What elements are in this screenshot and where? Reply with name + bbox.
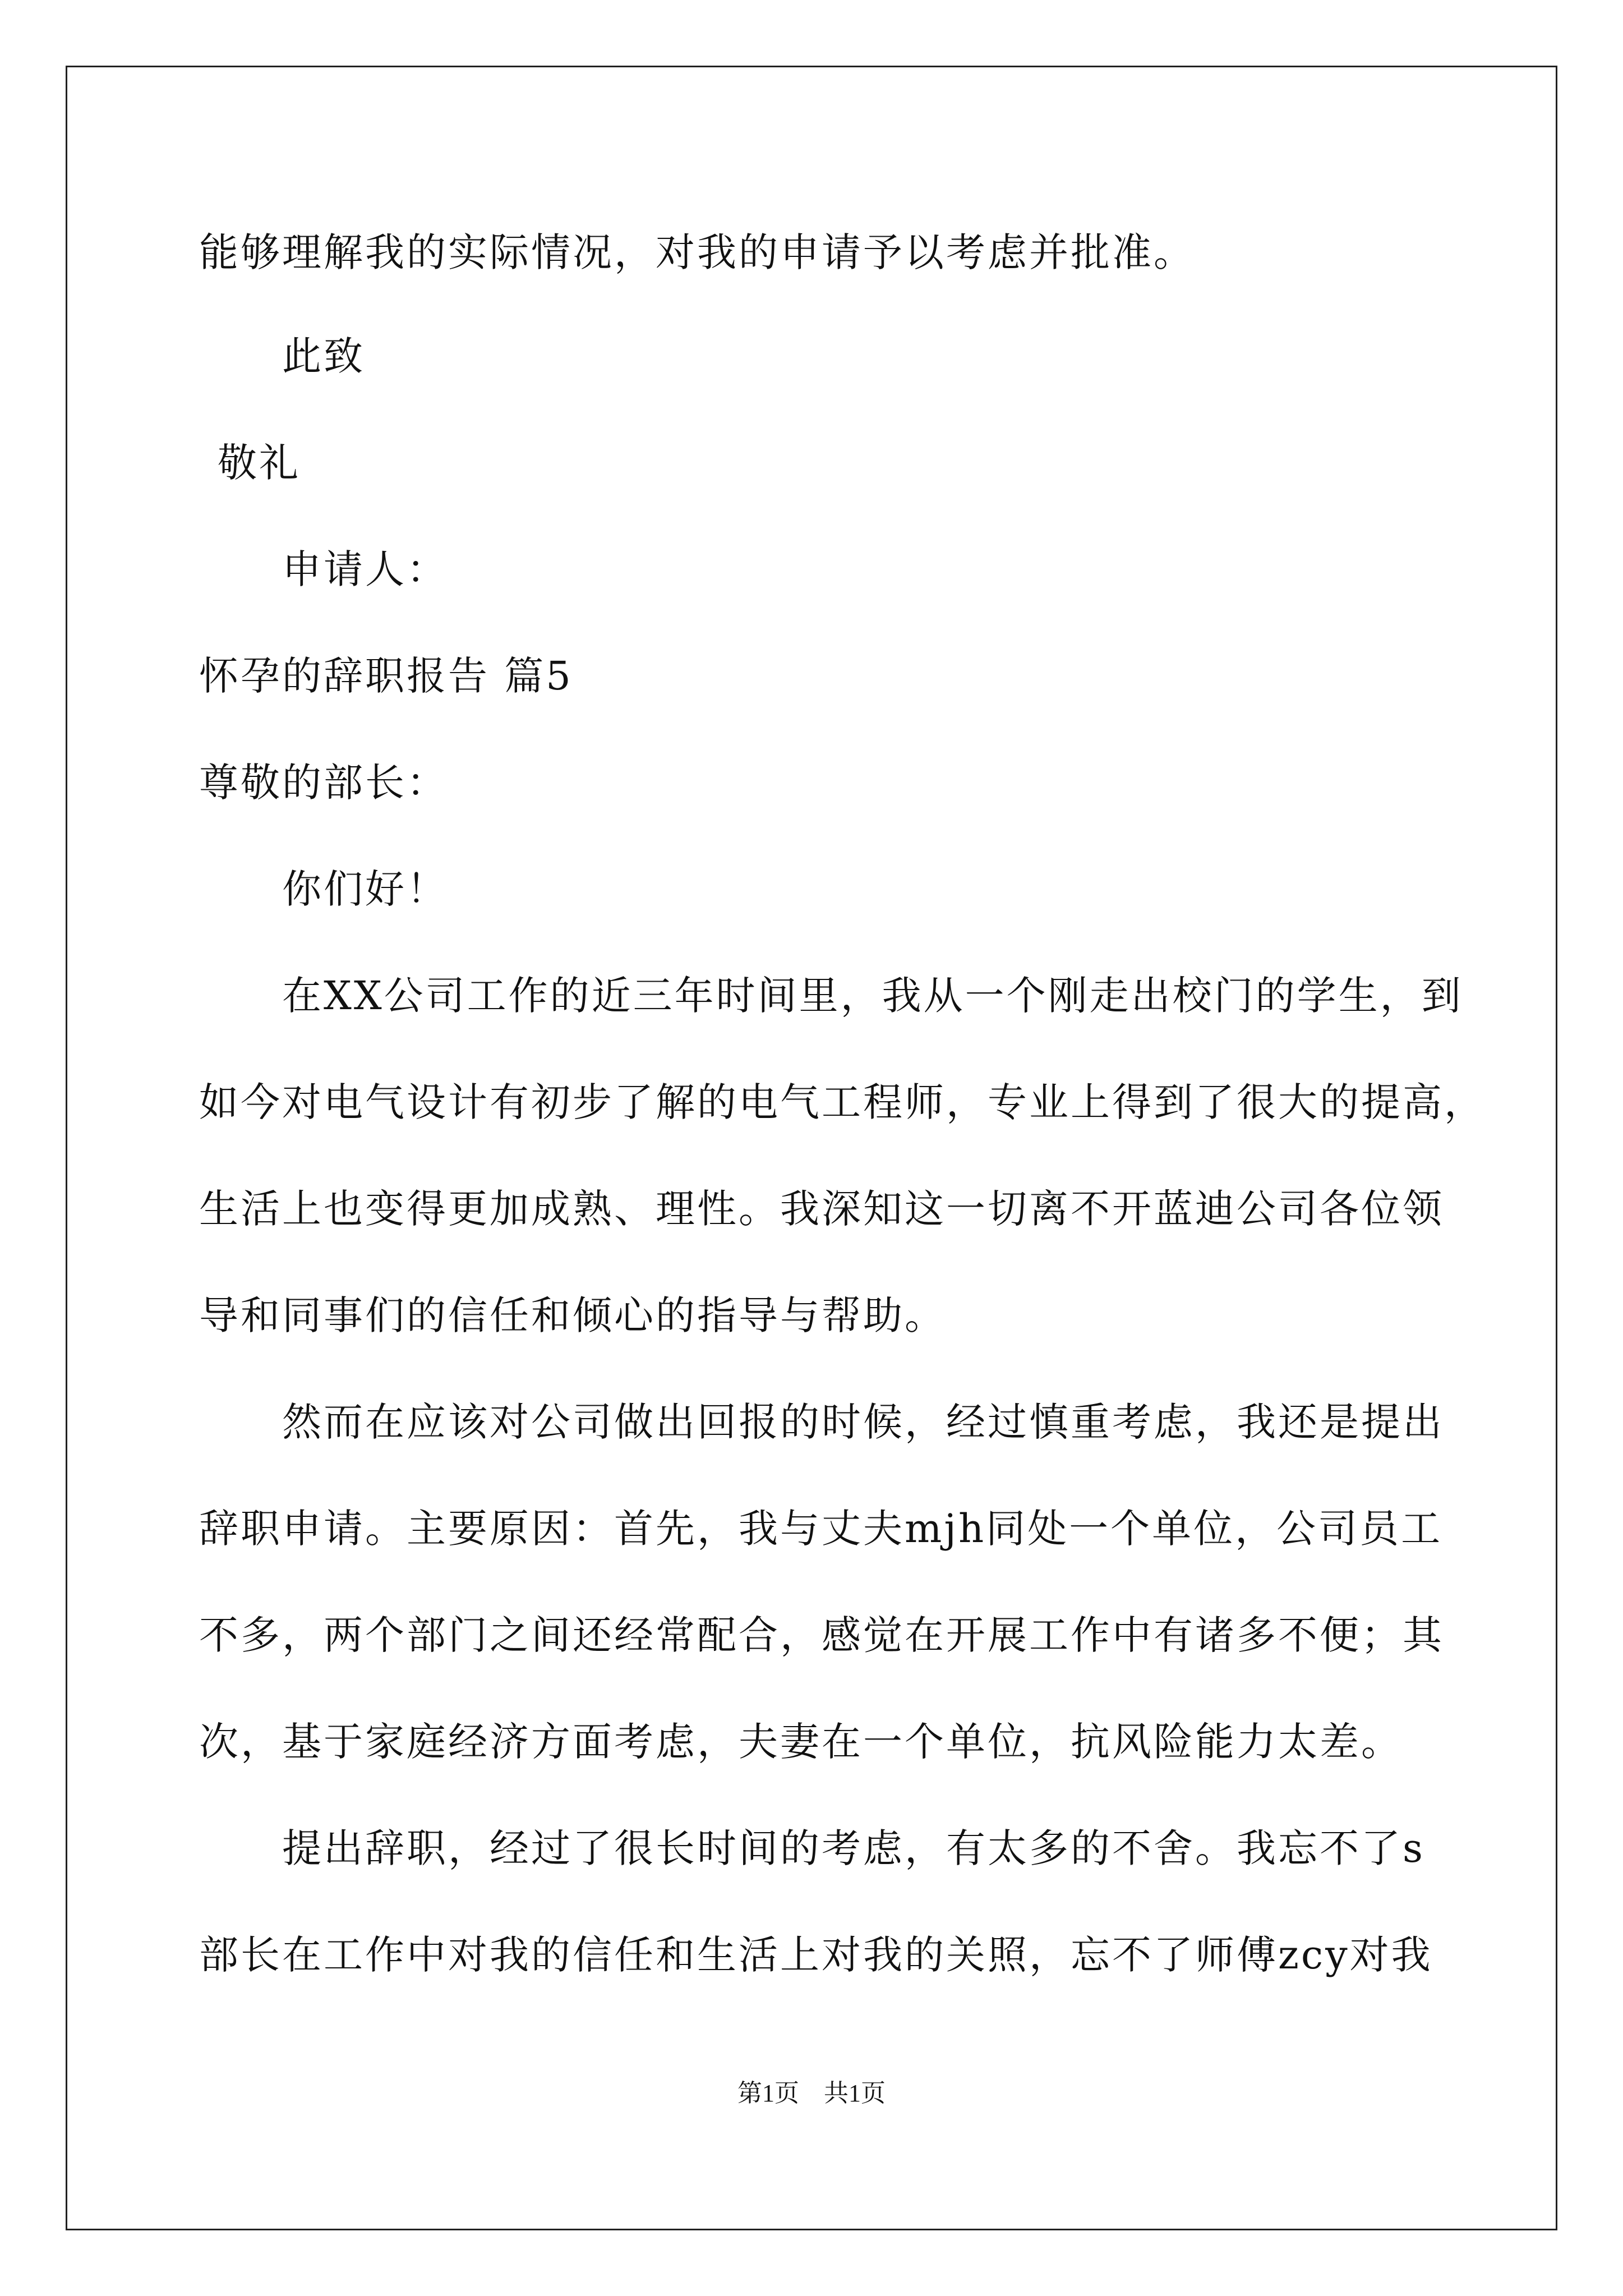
section-title: 怀孕的辞职报告 篇5 bbox=[199, 653, 573, 699]
body-line-1: 能够理解我的实际情况，对我的申请予以考虑并批准。 bbox=[199, 229, 1195, 275]
paragraph-1-line-4: 导和同事们的信任和倾心的指导与帮助。 bbox=[199, 1292, 946, 1338]
paragraph-3-line-2: 部长在工作中对我的信任和生活上对我的关照，忘不了师傅zcy对我 bbox=[199, 1932, 1433, 1978]
closing-salutation: 此致 bbox=[282, 333, 365, 379]
closing-regards: 敬礼 bbox=[218, 440, 301, 486]
greeting-recipient: 尊敬的部长： bbox=[199, 760, 448, 806]
paragraph-3-line-1: 提出辞职，经过了很长时间的考虑，有太多的不舍。我忘不了s bbox=[282, 1825, 1425, 1871]
paragraph-1-line-1: 在XX公司工作的近三年时间里，我从一个刚走出校门的学生，到 bbox=[282, 973, 1463, 1019]
paragraph-2-line-4: 次，基于家庭经济方面考虑，夫妻在一个单位，抗风险能力太差。 bbox=[199, 1719, 1403, 1765]
paragraph-1-line-2: 如今对电气设计有初步了解的电气工程师，专业上得到了很大的提高， bbox=[199, 1079, 1486, 1125]
applicant-label: 申请人： bbox=[282, 546, 448, 592]
paragraph-2-line-3: 不多，两个部门之间还经常配合，感觉在开展工作中有诸多不便；其 bbox=[199, 1612, 1444, 1658]
paragraph-2-line-1: 然而在应该对公司做出回报的时候，经过慎重考虑，我还是提出 bbox=[282, 1399, 1444, 1445]
greeting-hello: 你们好！ bbox=[282, 866, 448, 912]
paragraph-2-line-2: 辞职申请。主要原因：首先，我与丈夫mjh同处一个单位，公司员工 bbox=[199, 1506, 1443, 1552]
page-footer: 第1页 共1页 bbox=[737, 2079, 886, 2107]
paragraph-1-line-3: 生活上也变得更加成熟、理性。我深知这一切离不开蓝迪公司各位领 bbox=[199, 1186, 1444, 1232]
page-border bbox=[66, 66, 1557, 2230]
